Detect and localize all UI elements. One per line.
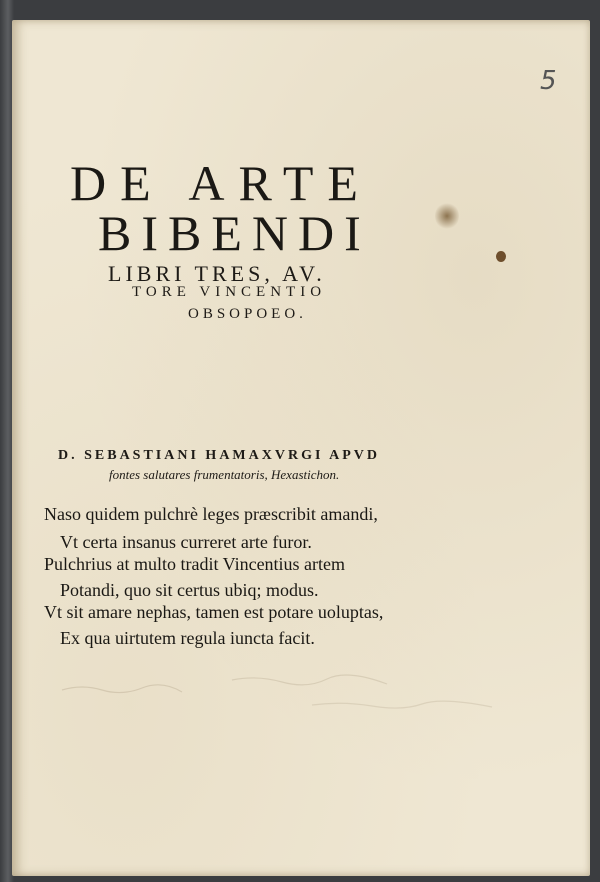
folio-number: 5 [540,66,557,96]
title-line-2: BIBENDI [98,205,371,261]
book-page [12,20,590,876]
title-line-1: DE ARTE [70,155,372,211]
verse-line: Ex qua uirtutem regula iuncta facit. [60,628,315,648]
verse-line: Naso quidem pulchrè leges præscribit amandi, [44,504,378,524]
subtitle-line-1: LIBRI TRES, AV. [108,261,326,286]
ink-spot [496,251,506,262]
faint-bleedthrough-marks [52,660,552,720]
verse-line: Vt sit amare nephas, tamen est potare uoluptas, [44,602,384,622]
epigram-heading: D. SEBASTIANI HAMAXVRGI APVD [58,448,381,463]
epigram-subheading: fontes salutares frumentatoris, Hexastichon. [109,467,340,482]
subtitle-line-2: TORE VINCENTIO [132,284,327,300]
verse-line: Pulchrius at multo tradit Vincentius artem [44,554,346,574]
ink-stain [435,202,459,230]
verse-line: Potandi, quo sit certus ubiq; modus. [60,580,319,600]
verse-line: Vt certa insanus curreret arte furor. [60,532,312,552]
subtitle-line-3: OBSOPOEO. [188,306,307,322]
